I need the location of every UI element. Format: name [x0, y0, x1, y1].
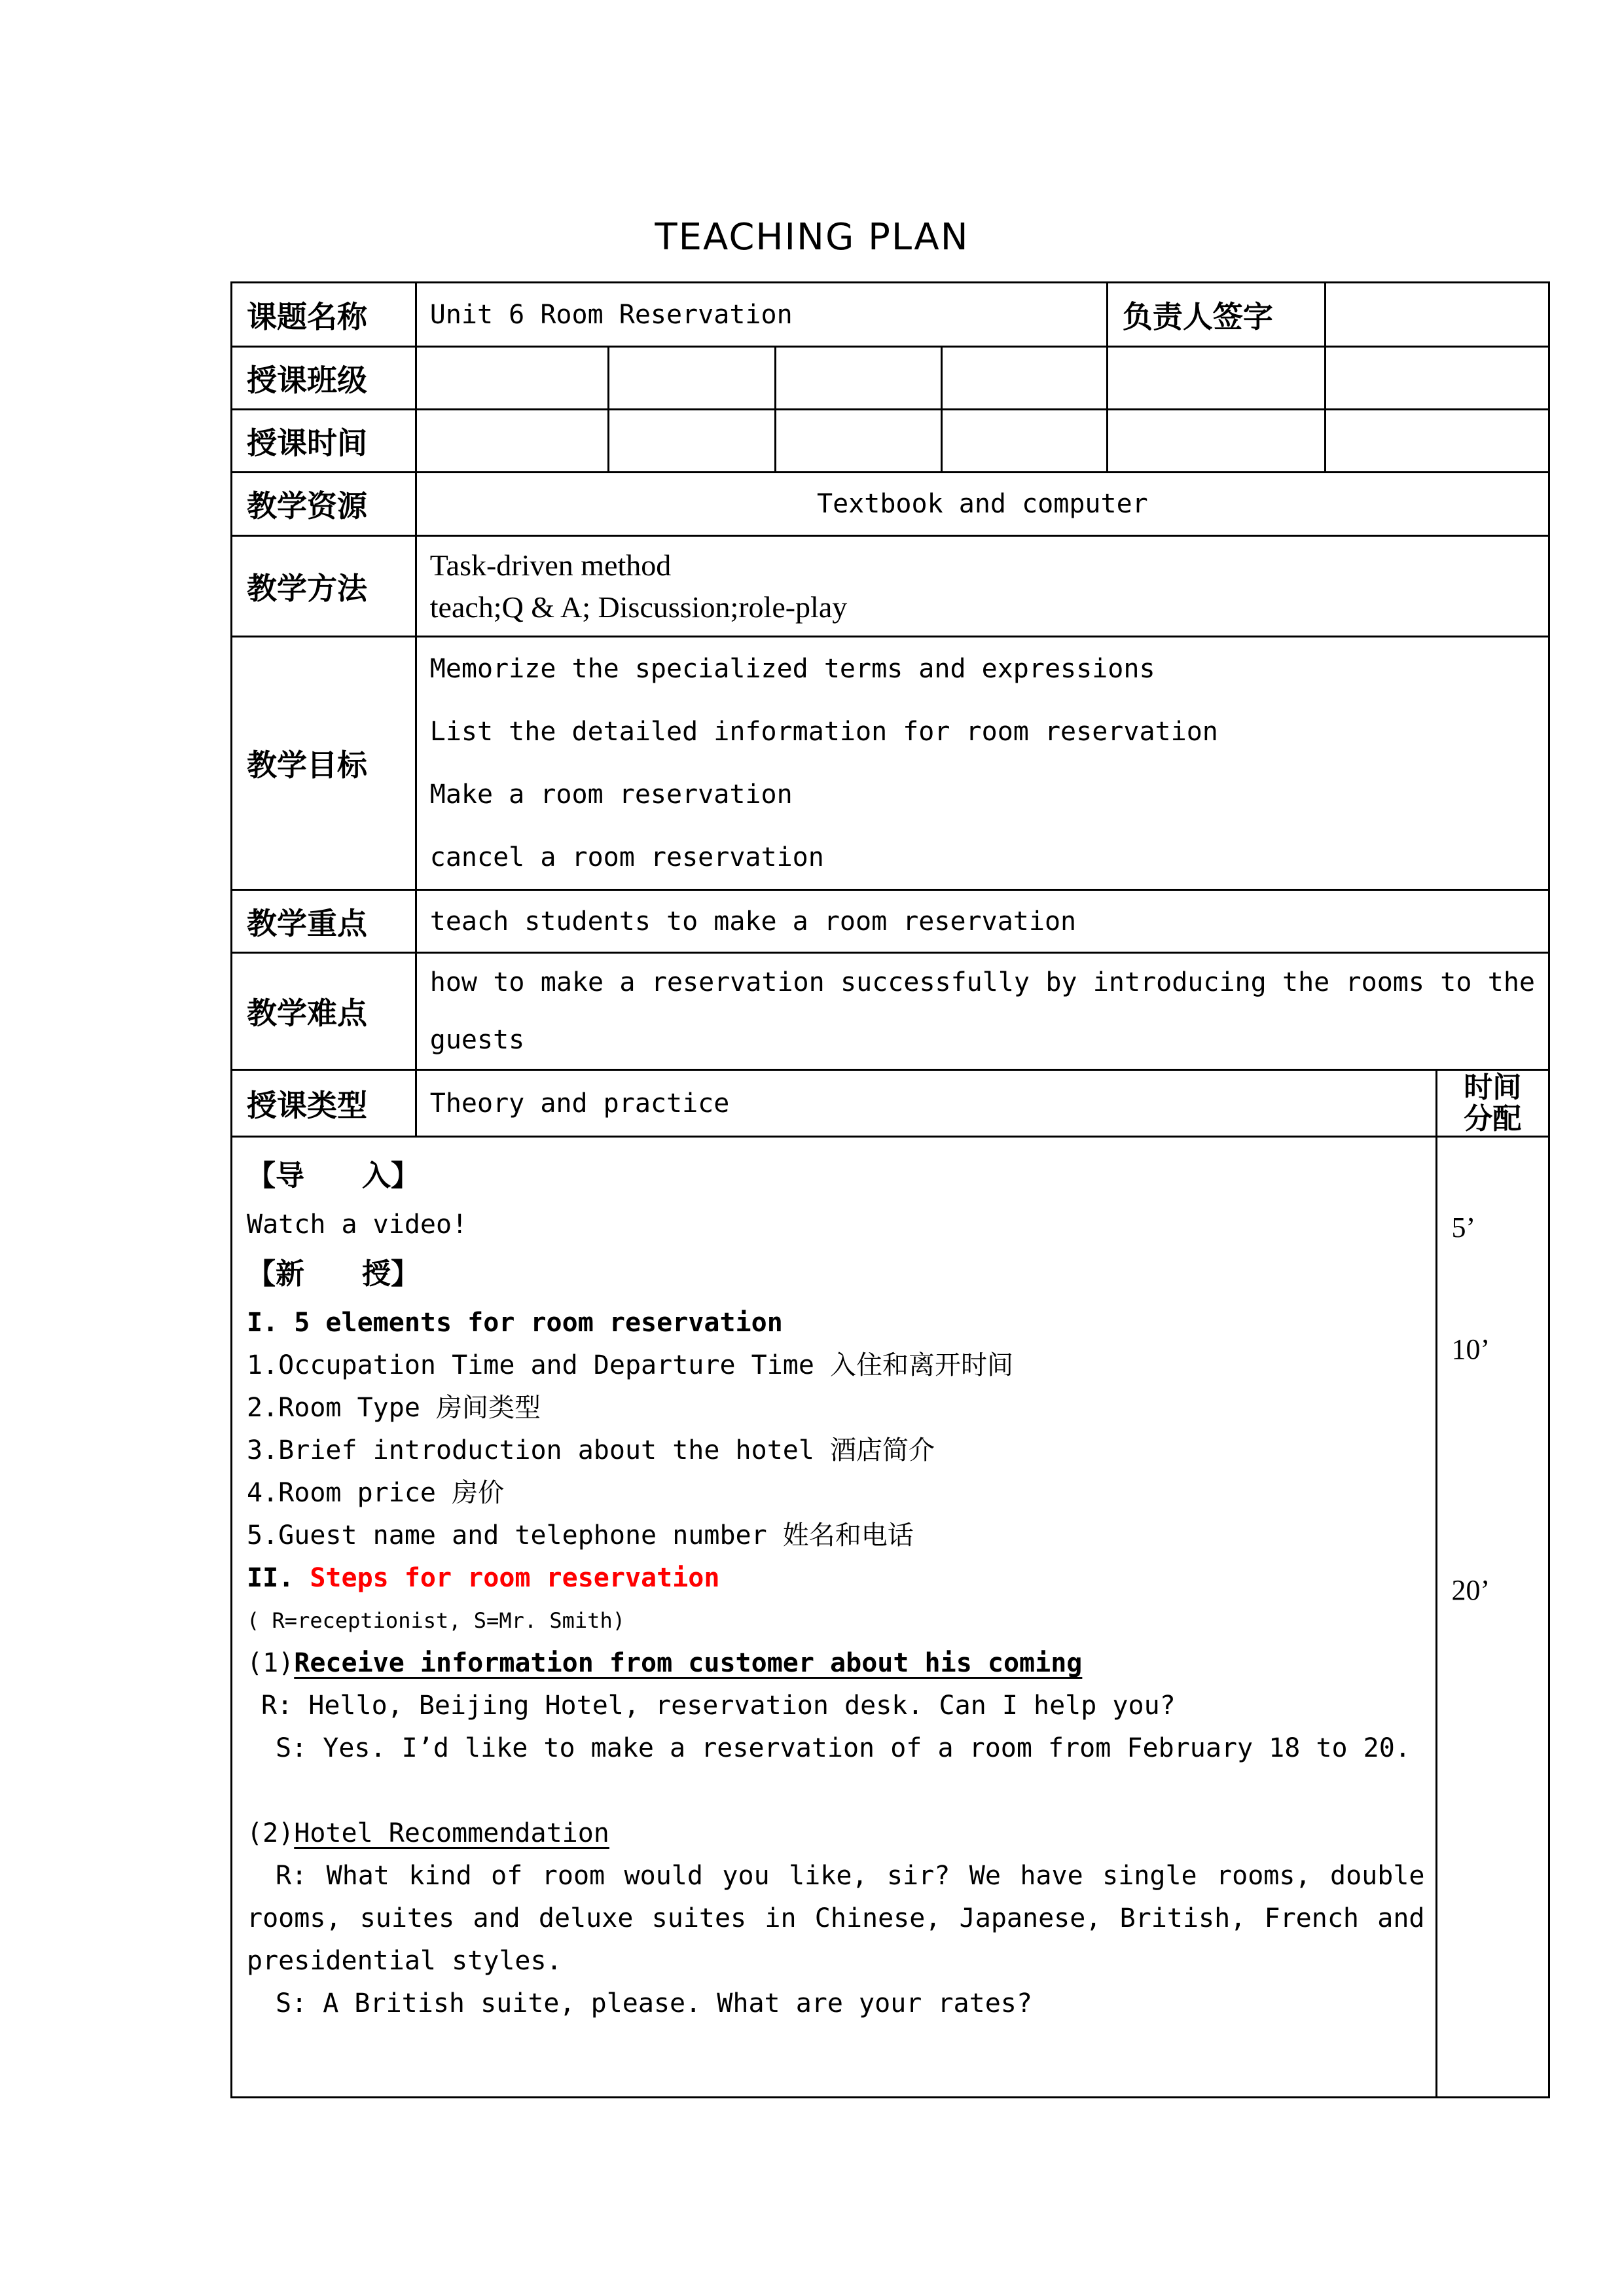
dialogue-line: R: What kind of room would you like, sir? We have single rooms, double rooms, suites and deluxe suites in Chinese, Japanese, British, French and presidential styles.: [247, 1861, 1425, 1976]
method-line: teach;Q & A; Discussion;role-play: [429, 590, 848, 624]
dialogue-line: S: A British suite, please. What are your rates?: [276, 1988, 1032, 2018]
goal-item: cancel a room reservation: [429, 842, 824, 872]
row-methods: [232, 536, 1549, 637]
section1-title: I. 5 elements for room reservation: [247, 1308, 783, 1338]
class-cell[interactable]: [942, 347, 1107, 410]
goal-item: List the detailed information for room reservation: [429, 717, 1218, 747]
row-key-points: [232, 890, 1549, 953]
goal-item: Memorize the specialized terms and expressions: [429, 654, 1155, 684]
row-time: [232, 410, 1549, 473]
step1-heading: [247, 1642, 1425, 1685]
class-cell[interactable]: [1107, 347, 1326, 410]
time-allocation-column: [1436, 1137, 1549, 2098]
section2-title-text: Steps for room reservation: [310, 1563, 720, 1593]
step2-heading: [247, 1812, 1425, 1855]
row-goals: [232, 637, 1549, 890]
step2-title: Hotel Recommendation: [294, 1818, 609, 1848]
method-line: Task-driven method: [429, 548, 672, 582]
label-difficulties: 教学难点: [232, 953, 416, 1070]
element-item: 5.Guest name and telephone number 姓名和电话: [247, 1520, 914, 1551]
time-allocation-header: [1436, 1070, 1549, 1137]
time-allocation-steps: 20’: [1451, 1574, 1490, 1606]
difficulties-value: how to make a reservation successfully by introducing the rooms to the guests: [416, 953, 1549, 1070]
step1-number: (1): [247, 1648, 295, 1678]
row-type: [232, 1070, 1549, 1137]
element-item: 2.Room Type 房间类型: [247, 1393, 541, 1423]
time-allocation-intro: 5’: [1451, 1211, 1476, 1244]
time-cell[interactable]: [1107, 410, 1326, 473]
time-header-line: 时间: [1464, 1070, 1522, 1104]
time-cell[interactable]: [942, 410, 1107, 473]
section2-title: [247, 1557, 1425, 1600]
roles-note: ( R=receptionist, S=Mr. Smith): [247, 1608, 625, 1633]
lesson-content: [232, 1137, 1437, 2098]
dialogue-line: S: Yes. I’d like to make a reservation of a room from February 18 to 20.: [276, 1733, 1411, 1763]
methods-value: [416, 536, 1549, 637]
label-course-title: 课题名称: [232, 283, 416, 347]
class-cell[interactable]: [416, 347, 608, 410]
intro-text: Watch a video!: [247, 1210, 468, 1240]
signature-field[interactable]: [1326, 283, 1549, 347]
dialogue-line: R: Hello, Beijing Hotel, reservation desk. Can I help you?: [261, 1691, 1176, 1721]
label-type: 授课类型: [232, 1070, 416, 1137]
teaching-plan-table: [230, 281, 1550, 2098]
new-lesson-heading: 【新 授】: [247, 1257, 420, 1291]
course-title-value: Unit 6 Room Reservation: [416, 283, 1107, 347]
spacer: [247, 1770, 1425, 1812]
label-resources: 教学资源: [232, 473, 416, 536]
time-cell[interactable]: [608, 410, 775, 473]
section2-prefix: II.: [247, 1563, 310, 1593]
resources-value: Textbook and computer: [416, 473, 1549, 536]
element-item: 3.Brief introduction about the hotel 酒店简介: [247, 1435, 935, 1465]
time-allocation-elements: 10’: [1451, 1333, 1490, 1365]
class-cell[interactable]: [1326, 347, 1549, 410]
label-signature: 负责人签字: [1107, 283, 1326, 347]
label-goals: 教学目标: [232, 637, 416, 890]
goals-value: [416, 637, 1549, 890]
row-class: [232, 347, 1549, 410]
label-class: 授课班级: [232, 347, 416, 410]
type-value: Theory and practice: [416, 1070, 1436, 1137]
time-header-line: 分配: [1464, 1102, 1522, 1136]
time-cell[interactable]: [775, 410, 942, 473]
row-difficulties: [232, 953, 1549, 1070]
class-cell[interactable]: [608, 347, 775, 410]
step1-title: Receive information from customer about his coming: [294, 1648, 1083, 1678]
class-cell[interactable]: [775, 347, 942, 410]
element-item: 1.Occupation Time and Departure Time 入住和离开时间: [247, 1350, 1014, 1380]
row-lesson-body: [232, 1137, 1549, 2098]
goal-item: Make a room reservation: [429, 780, 793, 810]
key-points-value: teach students to make a room reservation: [416, 890, 1549, 953]
document-title: TEACHING PLAN: [655, 216, 969, 259]
step2-number: (2): [247, 1818, 295, 1848]
time-cell[interactable]: [1326, 410, 1549, 473]
time-cell[interactable]: [416, 410, 608, 473]
intro-heading: 【导 入】: [247, 1159, 420, 1193]
row-course-title: [232, 283, 1549, 347]
row-resources: [232, 473, 1549, 536]
label-methods: 教学方法: [232, 536, 416, 637]
label-time: 授课时间: [232, 410, 416, 473]
label-key-points: 教学重点: [232, 890, 416, 953]
element-item: 4.Room price 房价: [247, 1478, 505, 1508]
